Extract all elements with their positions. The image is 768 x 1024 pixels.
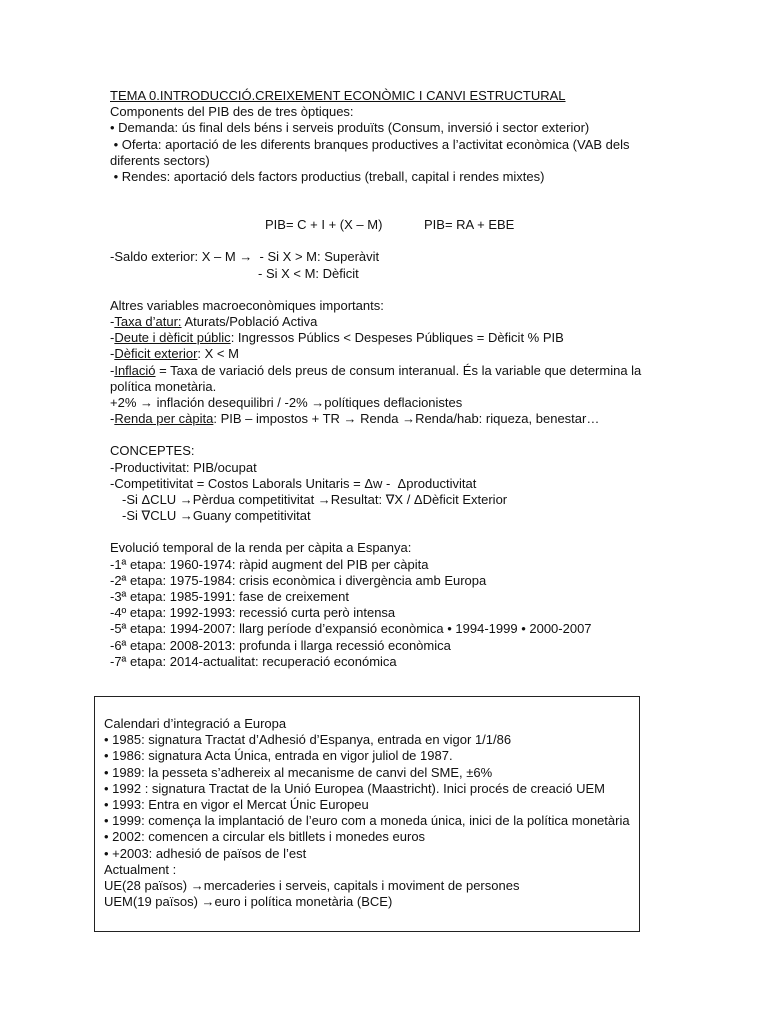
variable-deute: -Deute i dèficit públic: Ingressos Públics < Despeses Públiques = Dèficit % PIB (110, 330, 564, 346)
etapa-item: -5ª etapa: 1994-2007: llarg període d’expansió econòmica • 1994-1999 • 2000-2007 (110, 621, 592, 637)
saldo-exterior: -Saldo exterior: X – M → - Si X > M: Superàvit (110, 249, 380, 265)
saldo-deficit: - Si X < M: Dèficit (258, 265, 359, 281)
spacer (110, 427, 650, 443)
spacer (110, 524, 650, 540)
calendar-item: • 1992 : signatura Tractat de la Unió Europea (Maastricht). Inici procés de creació UEM (104, 780, 605, 796)
etapa-item: -2ª etapa: 1975-1984: crisis econòmica i divergència amb Europa (110, 572, 487, 588)
etapa-item: -3ª etapa: 1985-1991: fase de creixement (110, 589, 349, 605)
etapa-item: -6ª etapa: 2008-2013: profunda i llarga recessió econòmica (110, 637, 451, 653)
etapa-item: -4º etapa: 1992-1993: recessió curta però intensa (110, 605, 396, 621)
spacer (110, 233, 650, 249)
component-oferta-cont: diferents sectors) (110, 152, 210, 168)
spacer (110, 282, 650, 298)
component-rendes: • Rendes: aportació dels factors productius (treball, capital i rendes mixtes) (110, 169, 545, 185)
calendar-item: • +2003: adhesió de països de l’est (104, 845, 307, 861)
calendar-box (94, 696, 640, 932)
concepte-guany: -Si ∇CLU →Guany competitivitat (122, 508, 311, 524)
calendar-actual-uem: UEM(19 països) →euro i política monetària (BCE) (104, 894, 393, 910)
calendar-item: • 1985: signatura Tractat d’Adhesió d’Espanya, entrada en vigor 1/1/86 (104, 732, 512, 748)
calendar-actual-ue: UE(28 països) →mercaderies i serveis, capitals i moviment de persones (104, 878, 520, 894)
calendar-item: • 1999: comença la implantació de l’euro com a moneda única, inici de la política monetària (104, 813, 630, 829)
calendar-item: • 1989: la pesseta s’adhereix al mecanisme de canvi del SME, ±6% (104, 764, 493, 780)
calendar-title: Calendari d’integració a Europa (104, 716, 287, 731)
calendar-item: • 1986: signatura Acta Única, entrada en vigor juliol de 1987. (104, 748, 453, 764)
concepte-competitivitat: -Competitivitat = Costos Laborals Unitaris = Δw - Δproductivitat (110, 475, 477, 491)
evolucio-intro: Evolució temporal de la renda per càpita a Espanya: (110, 540, 412, 556)
document-title: TEMA 0.INTRODUCCIÓ.CREIXEMENT ECONÒMIC I CANVI ESTRUCTURAL (110, 88, 566, 103)
variable-renda: -Renda per càpita: PIB – impostos + TR → Renda →Renda/hab: riqueza, benestar… (110, 411, 600, 427)
components-intro: Components del PIB des de tres òptiques: (110, 104, 354, 120)
concepte-productivitat: -Productivitat: PIB/ocupat (110, 459, 257, 475)
component-demanda: • Demanda: ús final dels béns i serveis produïts (Consum, inversió i sector exterior) (110, 120, 590, 136)
concepte-perdua: -Si ΔCLU →Pèrdua competitivitat →Resultat: ∇X / ΔDèficit Exterior (122, 492, 508, 508)
pib-formulas (110, 217, 650, 233)
variable-deficit-exterior: -Dèficit exterior: X < M (110, 346, 239, 362)
inflacio-cont: política monetària. (110, 378, 217, 394)
variable-inflacio: -Inflació = Taxa de variació dels preus de consum interanual. És la variable que determina la (110, 362, 642, 378)
inflacio-range: +2% → inflación desequilibri / -2% →polítiques deflacionistes (110, 395, 463, 411)
pib-formula-demand: PIB= C + I + (X – M) (265, 217, 383, 233)
etapa-item: -1ª etapa: 1960-1974: ràpid augment del PIB per càpita (110, 556, 429, 572)
document-body (110, 88, 650, 670)
variables-intro: Altres variables macroeconòmiques importants: (110, 297, 384, 313)
conceptes-title: CONCEPTES: (110, 443, 195, 459)
variable-taxa-atur: -Taxa d’atur: Aturats/Població Activa (110, 314, 318, 330)
calendar-item: • 2002: comencen a circular els bitllets i monedes euros (104, 829, 426, 845)
spacer (110, 185, 650, 217)
component-oferta: • Oferta: aportació de les diferents branques productives a l’activitat econòmica (VAB dels (110, 136, 630, 152)
pib-formula-income: PIB= RA + EBE (424, 217, 515, 233)
etapa-item: -7ª etapa: 2014-actualitat: recuperació económica (110, 653, 397, 669)
calendar-actual-title: Actualment : (104, 861, 177, 877)
calendar-item: • 1993: Entra en vigor el Mercat Únic Europeu (104, 797, 369, 813)
